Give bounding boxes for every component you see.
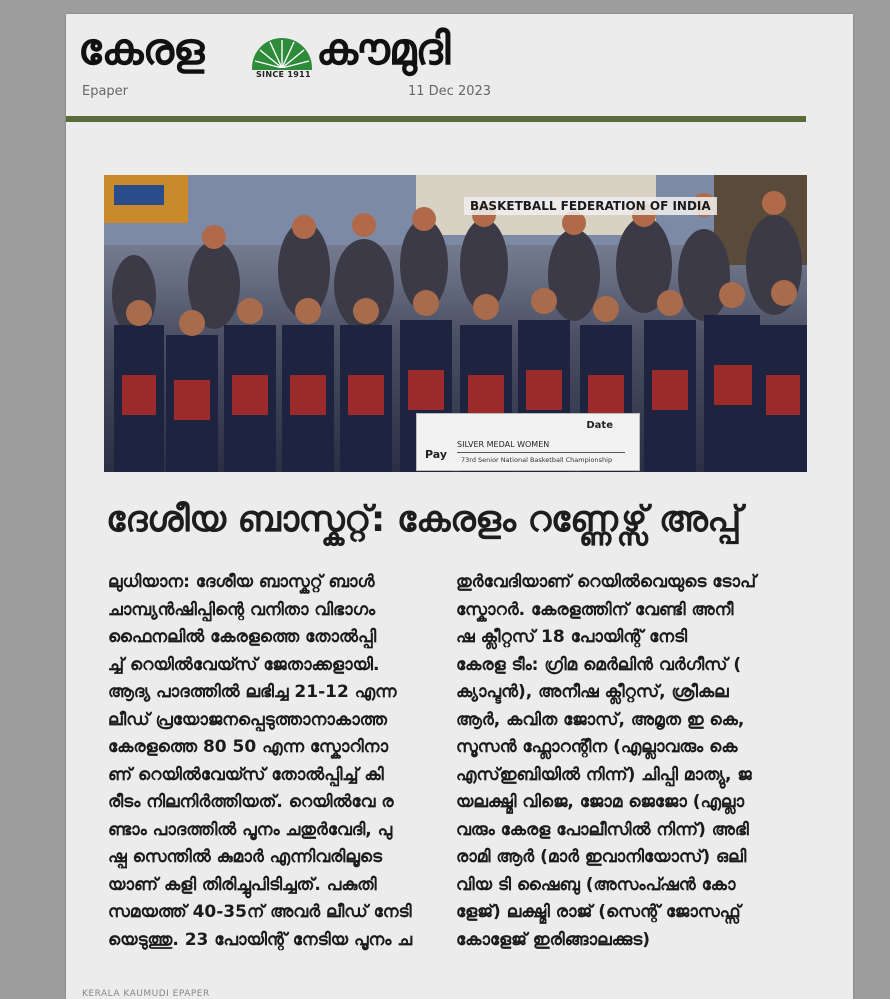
- article-line: ലുധിയാന: ദേശീയ ബാസ്കറ്റ് ബാൾ: [108, 572, 375, 592]
- article-line: ആദ്യ പാദത്തിൽ ലഭിച്ച 21-12 എന്ന: [108, 682, 397, 702]
- page-footer: KERALA KAUMUDI EPAPER: [82, 989, 210, 999]
- article-line: സ്കോറർ. കേരളത്തിന് വേണ്ടി അനീ: [456, 599, 734, 620]
- article-line: ക്യാപ്ടൻ), അനീഷ ക്ലീറ്റസ്, ശ്രീകല: [456, 682, 729, 702]
- article-line: രാമി ആർ (മാർ ഇവാനിയോസ്) ഒലി: [456, 847, 747, 867]
- article-line: എസ്ഇബിയിൽ നിന്ന്) ചിപ്പി മാത്യു, ജ: [456, 764, 752, 785]
- article-line: ഷ്പ സെന്തിൽ കുമാർ എന്നിവരിലൂടെ: [108, 847, 383, 867]
- article-line: രീടം നിലനിർത്തിയത്. റെയിൽവേ ര: [108, 792, 394, 812]
- epaper-label: Epaper: [82, 84, 129, 99]
- article-column-1: [108, 569, 448, 954]
- article-line: ഷ ക്ലീറ്റസ് 18 പോയിന്റ് നേടി: [456, 627, 688, 647]
- edition-date: 11 Dec 2023: [408, 84, 492, 99]
- article-line: ച്ച് റെയിൽവേയ്സ് ജേതാക്കളായി.: [108, 654, 380, 675]
- article-line: കോളേജ് ഇരിങ്ങാലക്കുട): [456, 929, 651, 950]
- article-line: സമയത്ത് 40-35ന് അവർ ലീഡ് നേടി: [108, 902, 412, 922]
- article-line: ണ് റെയിൽവേയ്സ് തോൽപ്പിച്ച് കി: [108, 764, 384, 785]
- article-line: യാണ് കളി തിരിച്ചുപിടിച്ചത്. പകുതി: [108, 874, 377, 895]
- article-line: ചാമ്പ്യൻഷിപ്പിന്റെ വനിതാ വിഭാഗം: [108, 599, 376, 620]
- team-photo: [104, 175, 807, 472]
- article-line: യലക്ഷ്മി വിജെ, ജോമ ജെജോ (എല്ലാ: [456, 792, 745, 812]
- article-line: ഫൈനലിൽ കേരളത്തെ തോൽപ്പി: [108, 627, 377, 647]
- masthead-title-right: കൗമുദി: [316, 24, 450, 75]
- article-line: ളേജ്) ലക്ഷ്മി രാജ് (സെന്റ് ജോസഫ്സ്: [456, 902, 741, 922]
- masthead: [78, 18, 838, 98]
- cheque-event-text: 73rd Senior National Basketball Championship: [461, 456, 613, 464]
- newspaper-page: [66, 14, 853, 999]
- article-line: കേരള ടീം: ഗ്രിമ മെർലിൻ വർഗീസ് (: [456, 654, 742, 675]
- cheque-date-label: Date: [586, 420, 613, 431]
- article-line: സൂസൻ ഫ്ലോറന്റീന (എല്ലാവരും കെ: [456, 737, 738, 757]
- article-line: കേരളത്തെ 80 50 എന്ന സ്കോറിനാ: [108, 737, 389, 757]
- article-headline: ദേശീയ ബാസ്കറ്റ്: കേരളം റണ്ണേഴ്സ് അപ്പ്: [106, 499, 741, 540]
- masthead-title-left: കേരള: [78, 24, 204, 75]
- cheque-medal-text: SILVER MEDAL WOMEN: [457, 440, 625, 453]
- article-line: തുർവേദിയാണ് റെയിൽവെയുടെ ടോപ്: [456, 572, 757, 592]
- article-line: യെടുത്തു. 23 പോയിന്റ് നേടിയ പൂനം ച: [108, 929, 413, 950]
- article-line: ലീഡ് പ്രയോജനപ്പെടുത്താനാകാത്ത: [108, 709, 387, 730]
- masthead-rule: [66, 116, 806, 122]
- article-column-2: [456, 569, 796, 954]
- since-label: SINCE 1911: [256, 70, 311, 79]
- article-line: ആർ, കവിത ജോസ്, അമൃത ഇ കെ,: [456, 709, 745, 730]
- article-line: വരും കേരള പോലീസിൽ നിന്ന്) അഭി: [456, 819, 749, 840]
- federation-banner: BASKETBALL FEDERATION OF INDIA: [464, 197, 717, 215]
- article-line: വിയ ടി ഷൈബു (അസംപ്ഷൻ കോ: [456, 874, 736, 895]
- award-cheque: [416, 413, 640, 471]
- article-line: ണ്ടാം പാദത്തിൽ പൂനം ചതുർവേദി, പു: [108, 819, 393, 840]
- cheque-pay-label: Pay: [425, 448, 448, 461]
